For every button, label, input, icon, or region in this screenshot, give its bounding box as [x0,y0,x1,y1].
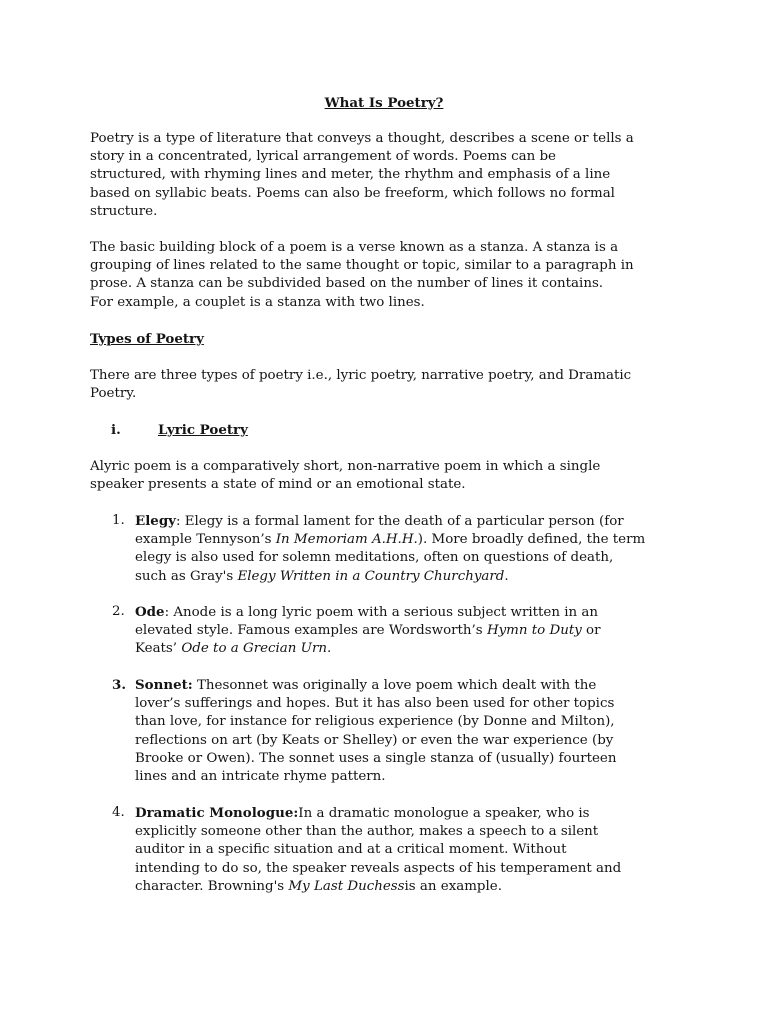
list-item-text [135,676,690,786]
text-line: intending to do so, the speaker reveals aspects of his temperament and [135,860,622,876]
text-line: For example, a couplet is a stanza with two lines. [90,294,425,310]
text-line: Alyric poem is a comparatively short, non-narrative poem in which a single [90,459,601,474]
intro-paragraph-1 [90,130,690,221]
text-run: : Elegy is a formal lament for the death of a particular person (for [175,514,624,529]
title-run: Elegy Written in a Country Churchyard [237,568,505,584]
text-run: ). More broadly defined, the term [417,532,646,548]
intro-paragraph-2 [90,239,690,312]
term-label: Elegy [135,513,176,529]
text-line [135,603,690,622]
title-run: My Last Duchess [288,878,405,894]
text-line: There are three types of poetry i.e., lyric poetry, narrative poetry, and Dramatic [90,368,632,383]
text-run: : Anode is a long lyric poem with a serious subject written in an [164,605,598,620]
text-line [135,878,690,896]
list-item-text [135,603,690,659]
text-line: speaker presents a state of mind or an emotional state. [90,477,466,493]
page-title: What Is Poetry? [324,95,444,111]
text-line: structured, with rhyming lines and meter, the rhythm and emphasis of a line [90,167,611,183]
text-line [135,622,690,640]
list-number: 2. [112,604,125,619]
lyric-paragraph [90,458,690,494]
text-line [135,531,690,549]
text-run: character. Browning's [135,878,289,894]
text-line: structure. [90,203,158,219]
types-paragraph [90,367,690,403]
text-run: example Tennyson’s [135,532,276,548]
term-label: Ode [135,604,165,620]
text-line [135,568,690,586]
text-run: . [326,641,332,657]
text-line: auditor in a specific situation and at a critical moment. Without [135,842,567,858]
title-run: Ode to a Grecian Urn [181,641,327,657]
text-run: such as Gray's [135,568,238,584]
text-line: Poetry. [90,386,137,402]
text-line [135,512,690,531]
text-line: reflections on art (by Keats or Shelley) or even the war experience (by [135,732,614,748]
text-run: Thesonnet was originally a love poem which dealt with the [192,678,597,693]
list-number: 4. [112,805,125,820]
text-run: elevated style. Famous examples are Wordsworth’s [135,623,487,639]
list-item-text [135,804,690,896]
text-line: grouping of lines related to the same thought or topic, similar to a paragraph in [90,258,634,274]
text-line [135,804,690,823]
text-line: than love, for instance for religious experience (by Donne and Milton), [135,714,615,730]
text-line: elegy is also used for solemn meditations, often on questions of death, [135,550,614,566]
lyric-heading: Lyric Poetry [158,422,248,438]
title-run: Hymn to Duty [486,623,582,639]
list-item-text [135,512,690,586]
text-line: The basic building block of a poem is a verse known as a stanza. A stanza is a [90,240,619,255]
text-line: story in a concentrated, lyrical arrangement of words. Poems can be [90,149,556,165]
text-line: prose. A stanza can be subdivided based on the number of lines it contains. [90,276,604,292]
text-line: Brooke or Owen). The sonnet uses a single stanza of (usually) fourteen [135,750,617,766]
text-run: or [581,623,601,639]
text-run: Keats’ [135,641,182,657]
title-run: In Memoriam A.H.H. [275,532,418,548]
text-run: . [504,568,509,584]
text-line: lover’s sufferings and hopes. But it has also been used for other topics [135,696,615,712]
list-number: 3. [112,677,126,693]
text-line [135,640,690,658]
text-line: lines and an intricate rhyme pattern. [135,769,386,785]
text-run: is an example. [404,878,502,894]
term-label: Sonnet: [135,677,193,693]
text-line: based on syllabic beats. Poems can also be freeform, which follows no formal [90,185,615,201]
list-number: 1. [112,513,125,528]
roman-numeral: i. [111,422,121,438]
types-heading: Types of Poetry [90,331,204,347]
text-line [135,676,690,695]
term-label: Dramatic Monologue: [135,805,299,821]
text-run: In a dramatic monologue a speaker, who is [298,806,590,821]
lyric-heading-row [0,421,768,441]
text-line: Poetry is a type of literature that conveys a thought, describes a scene or tells a [90,131,634,146]
text-line: explicitly someone other than the author, makes a speech to a silent [135,824,599,840]
